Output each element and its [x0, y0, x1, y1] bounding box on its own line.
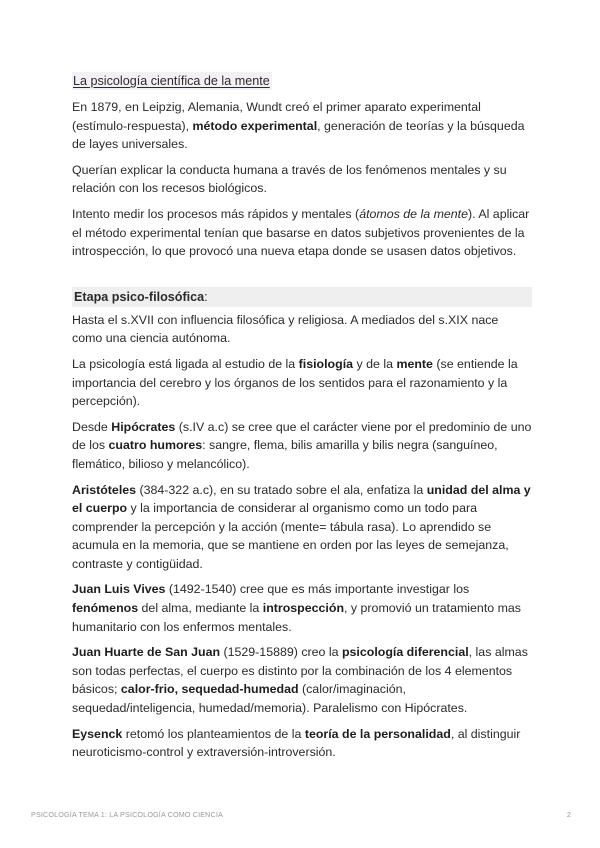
- paragraph-atomos-mente: [72, 205, 532, 261]
- footer-course-title: PSICOLOGÍA TEMA 1: LA PSICOLOGÍA COMO CIENCIA: [31, 810, 223, 819]
- bold-text: psicología diferencial: [341, 645, 469, 660]
- text-run: , las almas son todas perfectas, el cuerpo es distinto por la combinación de los 4 elementos básicos;: [72, 645, 528, 697]
- bold-text: Juan Huarte de San Juan: [72, 645, 221, 660]
- section-heading-text: Etapa psico-filosófica: [74, 289, 205, 304]
- section-heading-colon: :: [204, 289, 208, 304]
- bold-text: teoría de la personalidad: [304, 726, 451, 741]
- text-run: (se entiende la importancia del cerebro y los órganos de los sentidos para el razonamiento y la percepción).: [72, 356, 518, 409]
- bold-text: Eysenck: [72, 726, 123, 741]
- text-run: ). Al aplicar el método experimental tenían que basarse en datos subjetivos provenientes de la introspección, lo que provocó una nueva etapa donde se usasen datos objetivos.: [72, 206, 530, 259]
- paragraph-juan-luis-vives: [72, 580, 532, 636]
- italic-text: átomos de la mente: [359, 206, 469, 221]
- text-run: (384-322 a.c), en su tratado sobre el ala, enfatiza la: [136, 482, 427, 497]
- text-run: y de la: [353, 356, 397, 371]
- text-run: , al distinguir neuroticismo-control y extraversión-introversión.: [72, 726, 521, 760]
- paragraph-hipocrates: [72, 418, 532, 474]
- text-run: En 1879, en Leipzig, Alemania, Wundt creó el primer aparato experimental (estímulo-respuesta),: [72, 100, 481, 133]
- text-run: Desde: [72, 419, 112, 434]
- bold-text: cuatro humores: [108, 438, 203, 453]
- text-run: Intento medir los procesos más rápidos y mentales (: [72, 206, 360, 221]
- text-run: Hasta el s.XVII con influencia filosófica y religiosa. A mediados del s.XIX nace como una ciencia autónoma.: [72, 312, 499, 346]
- text-run: (1492-1540) cree que es más importante investigar los: [165, 582, 470, 597]
- paragraph-huarte-san-juan: [72, 643, 532, 717]
- text-run: (1529-15889) creo la: [220, 645, 342, 660]
- text-run: : sangre, flema, bilis amarilla y bilis negra (sanguíneo, flemático, bilioso y melancólico).: [72, 438, 498, 471]
- text-run: (s.IV a.c) se cree que el carácter viene por el predominio de uno de los: [72, 419, 532, 453]
- page-content: [72, 72, 532, 769]
- bold-text: calor-frio, sequedad-humedad: [120, 682, 299, 697]
- bold-text: unidad del alma y el cuerpo: [72, 482, 531, 516]
- bold-text: fenómenos: [72, 601, 139, 616]
- text-run: , y promovió un tratamiento mas humanitario con los enfermos mentales.: [72, 601, 521, 634]
- bold-text: Hipócrates: [111, 419, 176, 434]
- section-heading-psicologia-cientifica: La psicología científica de la mente: [73, 74, 270, 88]
- bold-text: fisiología: [298, 356, 354, 371]
- bold-text: introspección: [262, 601, 345, 616]
- text-run: La psicología está ligada al estudio de la: [72, 356, 299, 371]
- text-run: del alma, mediante la: [138, 601, 263, 616]
- paragraph-eysenck: [72, 725, 532, 762]
- text-run: y la importancia de considerar al organismo como un todo para comprender la percepción y la acción (mente= tábula rasa). Lo aprendido se acumula en la memoria, que se mantiene en orden por las leyes de semejanza, contraste y contigüidad.: [72, 501, 509, 571]
- paragraph-hasta-sxvii: [72, 311, 532, 348]
- text-run: (calor/imaginación, sequedad/inteligencia, humedad/memoria). Paralelismo con Hipócrates.: [72, 682, 468, 716]
- bold-text: método experimental: [192, 118, 318, 133]
- bold-text: Juan Luis Vives: [72, 582, 166, 597]
- page-footer: [31, 810, 571, 819]
- paragraph-wundt: [72, 98, 532, 154]
- text-run: retomó los planteamientos de la: [122, 726, 305, 741]
- page-number: 2: [566, 810, 571, 819]
- paragraph-fisiologia-mente: [72, 355, 532, 411]
- bold-text: Aristóteles: [72, 482, 137, 497]
- bold-text: mente: [396, 356, 433, 371]
- section-heading-etapa-psico-filosofica: [72, 287, 532, 307]
- paragraph-conducta-humana: [72, 161, 532, 198]
- text-run: , generación de teorías y la búsqueda de layes universales.: [72, 118, 525, 152]
- text-run: Querían explicar la conducta humana a través de los fenómenos mentales y su relación con los recesos biológicos.: [72, 162, 507, 196]
- paragraph-aristoteles: [72, 481, 532, 574]
